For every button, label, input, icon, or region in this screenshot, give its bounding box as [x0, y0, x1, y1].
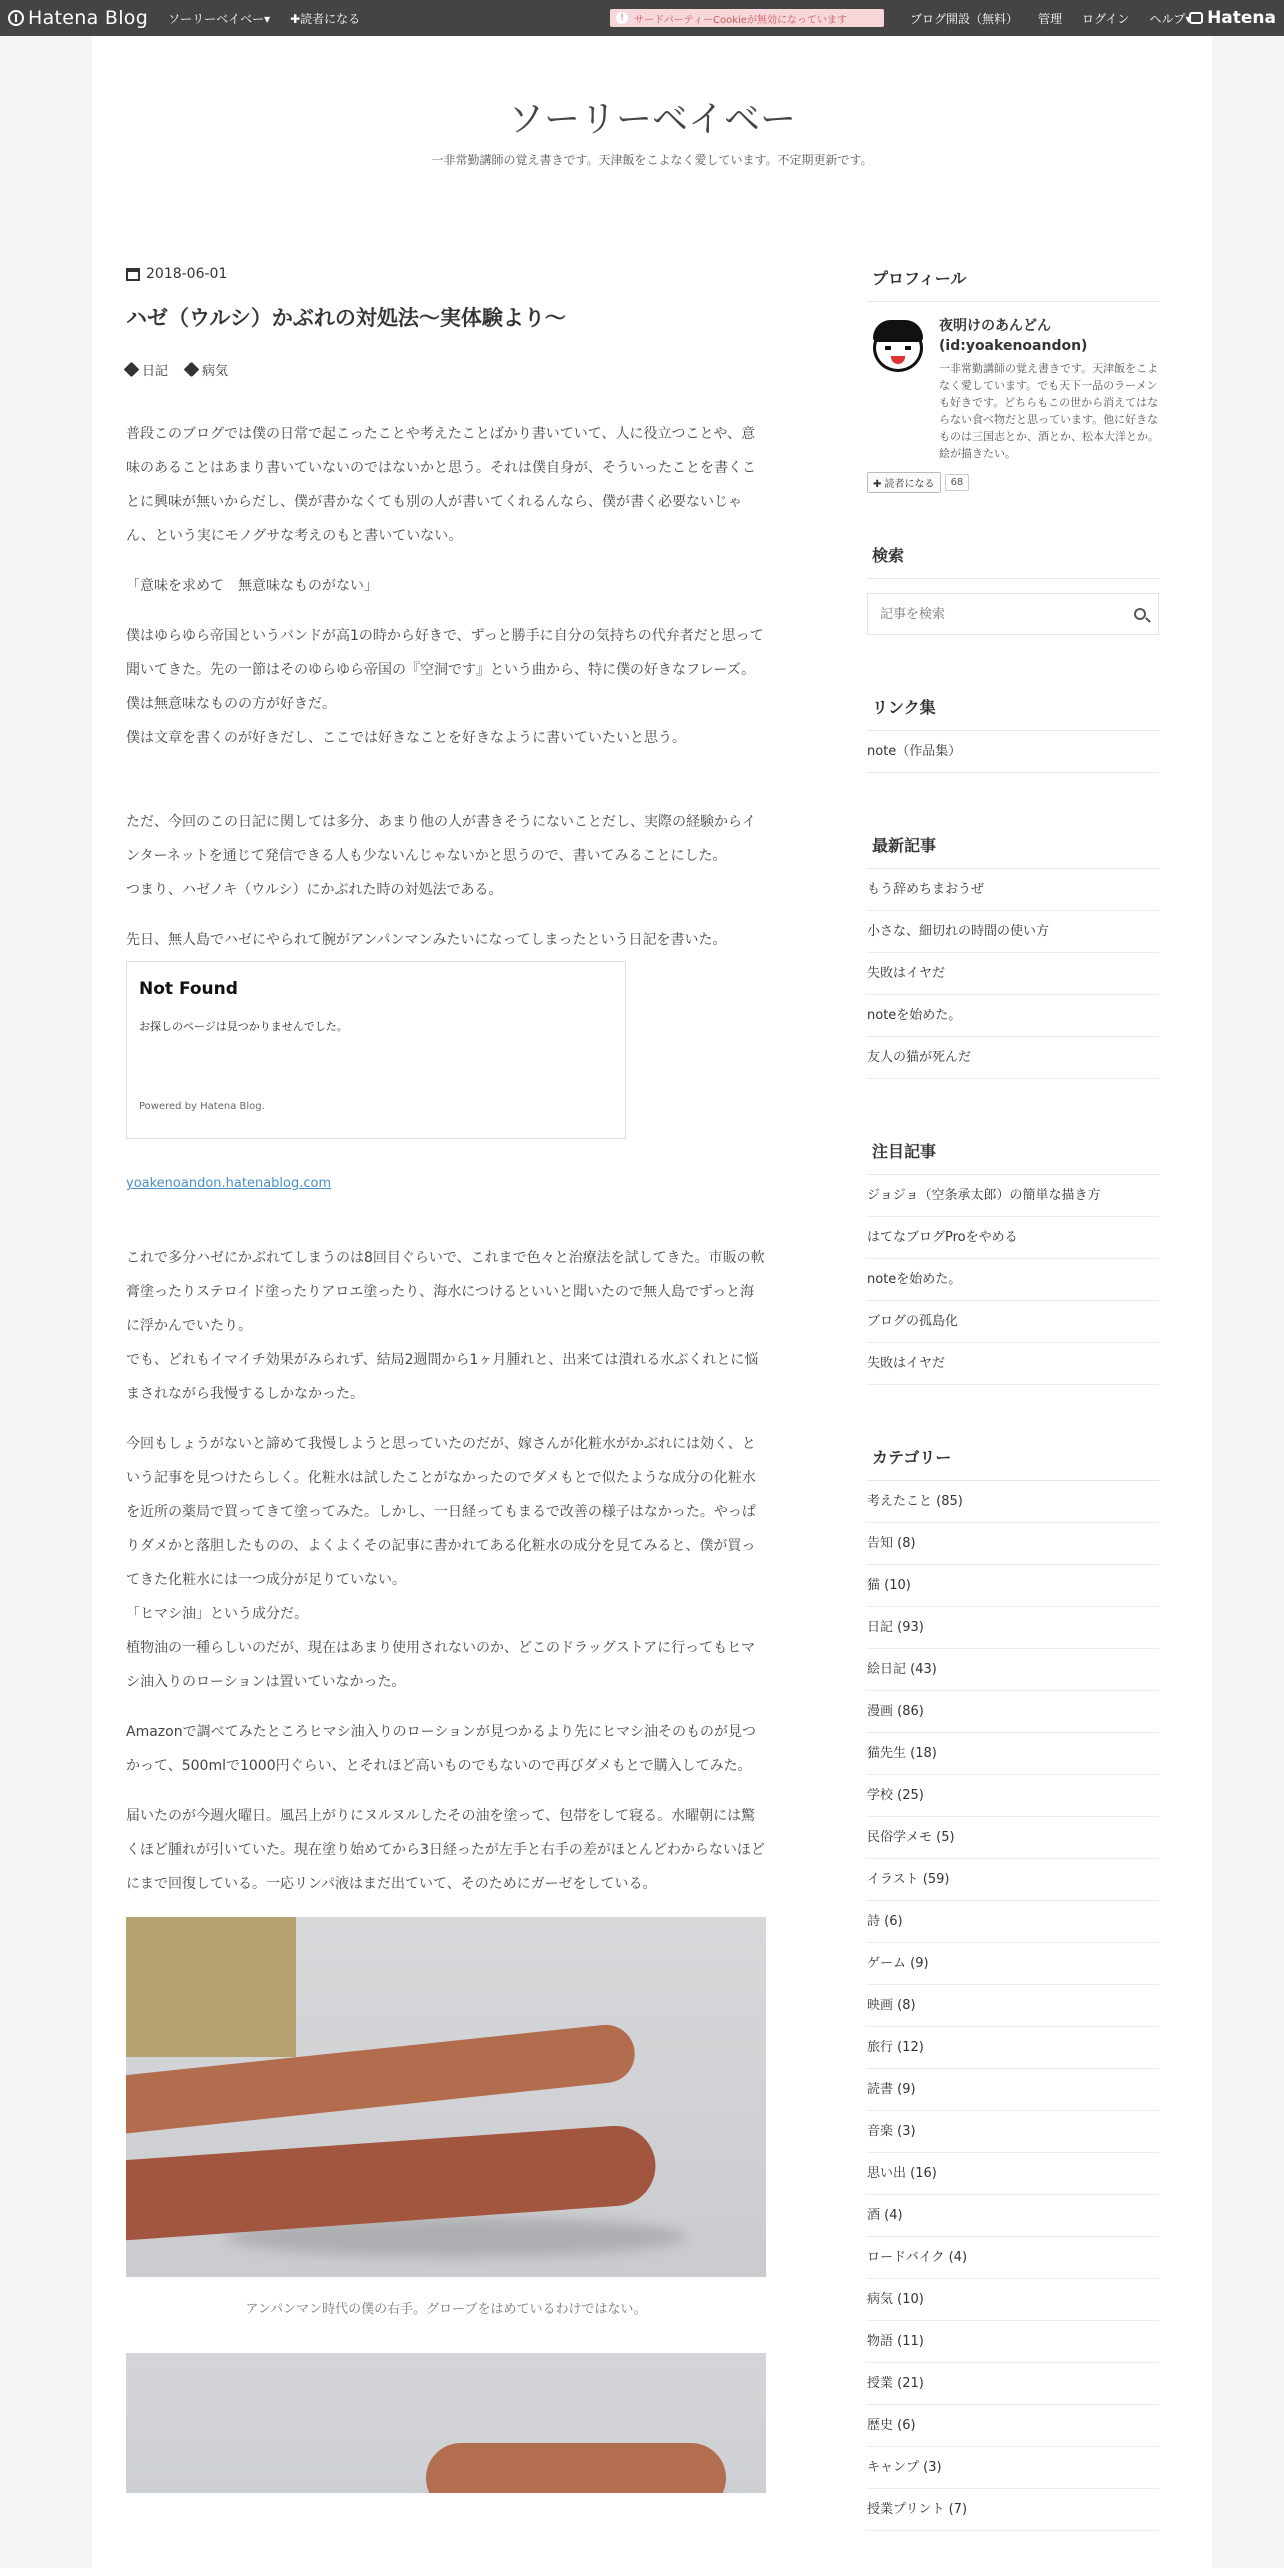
category-item[interactable]: 猫 (10) [867, 1565, 1159, 1607]
links-title: リンク集 [867, 695, 1159, 731]
embed-powered: Powered by Hatena Blog. [139, 1101, 265, 1112]
list-item[interactable]: はてなブログProをやめる [867, 1217, 1159, 1259]
category-list [867, 1481, 1159, 2531]
paragraph: でも、どれもイマイチ効果がみられず、結局2週間から1ヶ月腫れと、出来ては潰れる水ぶくれとに悩まされながら我慢するしかなかった。 [126, 1352, 759, 1402]
paragraph: 「ヒマシ油」という成分だ。 [126, 1606, 308, 1622]
entry-categories [126, 360, 766, 379]
list-item[interactable]: ブログの孤島化 [867, 1301, 1159, 1343]
paragraph: 先日、無人島でハゼにやられて腕がアンパンマンみたいになってしまったという日記を書いた。 [126, 932, 727, 948]
category-item[interactable]: 詩 (6) [867, 1901, 1159, 1943]
entry-title[interactable]: ハゼ（ウルシ）かぶれの対処法～実体験より～ [126, 306, 566, 330]
embed-card[interactable] [126, 961, 626, 1139]
embed-text: お探しのページは見つかりませんでした。 [139, 1020, 348, 1033]
admin-link[interactable]: 管理 [1038, 11, 1063, 26]
category-item[interactable]: キャンプ (3) [867, 2447, 1159, 2489]
list-item[interactable]: 失敗はイヤだ [867, 953, 1159, 995]
category-title: カテゴリー [867, 1445, 1159, 1481]
top-bar [0, 0, 1284, 36]
category-item[interactable]: ロードバイク (4) [867, 2237, 1159, 2279]
category-item[interactable]: 物語 (11) [867, 2321, 1159, 2363]
profile-name[interactable]: 夜明けのあんどん [939, 318, 1051, 334]
category-item[interactable]: 漫画 (86) [867, 1691, 1159, 1733]
category-item[interactable]: 告知 (8) [867, 1523, 1159, 1565]
brand-label: Hatena Blog [28, 7, 149, 29]
category-item[interactable]: 学校 (25) [867, 1775, 1159, 1817]
entry-body [126, 417, 766, 2493]
category-item[interactable]: 音楽 (3) [867, 2111, 1159, 2153]
tag-icon [124, 362, 140, 378]
recent-module [867, 833, 1159, 1079]
paragraph: これで多分ハゼにかぶれてしまうのは8回目ぐらいで、これまで色々と治療法を試してきた。市販の軟膏塗ったりステロイド塗ったりアロエ塗ったり、海水につけるといいと聞いたので無人島でずっと海に浮かんでいたり。 [126, 1250, 765, 1334]
hatena-icon [1189, 12, 1203, 24]
category-item[interactable]: 思い出 (16) [867, 2153, 1159, 2195]
list-item[interactable]: 失敗はイヤだ [867, 1343, 1159, 1385]
spacer [126, 771, 766, 789]
list-item[interactable]: 友人の猫が死んだ [867, 1037, 1159, 1079]
tag-icon [184, 362, 200, 378]
calendar-icon [126, 268, 140, 281]
category-item[interactable]: 絵日記 (43) [867, 1649, 1159, 1691]
nav-left [168, 10, 360, 27]
hatena-blog-icon [8, 10, 24, 26]
blog-menu[interactable]: ソーリーベイベー▾ [168, 11, 271, 26]
subscribe-link[interactable]: ✚読者になる [290, 11, 361, 26]
profile-id[interactable]: (id:yoakenoandon) [939, 338, 1088, 354]
category-item[interactable]: 映画 (8) [867, 1985, 1159, 2027]
category-label: 病気 [202, 364, 229, 379]
search-box [867, 593, 1159, 635]
list-item[interactable]: ジョジョ（空条承太郎）の簡単な描き方 [867, 1175, 1159, 1217]
category-tag[interactable] [126, 360, 168, 379]
links-list [867, 731, 1159, 773]
category-item[interactable]: ゲーム (9) [867, 1943, 1159, 1985]
paragraph: ただ、今回のこの日記に関しては多分、あまり他の人が書きそうにないことだし、実際の経験からインターネットを通じて発信できる人も少ないんじゃないかと思うので、書いてみることにした。 [126, 814, 756, 864]
paragraph: 植物油の一種らしいのだが、現在はあまり使用されないのか、どこのドラッグストアに行ってもヒマシ油入りのローションは置いていなかった。 [126, 1640, 756, 1690]
category-item[interactable]: イラスト (59) [867, 1859, 1159, 1901]
paragraph: 普段このブログでは僕の日常で起こったことや考えたことばかり書いていて、人に役立つことや、意味のあることはあまり書いていないのではないかと思う。それは僕自身が、そういったことを書くことに興味が無いからだし、僕が書かなくても別の人が書いてくれるんなら、僕が書く必要ないじゃん、という実にモノグサな考えのもと書いていない。 [126, 426, 756, 544]
category-label: 日記 [142, 364, 169, 379]
paragraph: つまり、ハゼノキ（ウルシ）にかぶれた時の対処法である。 [126, 882, 503, 898]
reader-count[interactable]: 68 [945, 474, 970, 491]
paragraph: Amazonで調べてみたところヒマシ油入りのローションが見つかるより先にヒマシ油そのものが見つかって、500mlで1000円ぐらい、とそれほど高いものでもないので再びダメもとで購入してみた。 [126, 1724, 757, 1774]
featured-list [867, 1175, 1159, 1385]
category-item[interactable]: 授業 (21) [867, 2363, 1159, 2405]
category-item[interactable]: 授業プリント (7) [867, 2489, 1159, 2531]
profile-module [867, 266, 1159, 493]
photo-caption: アンパンマン時代の僕の右手。グローブをはめているわけではない。 [245, 2302, 647, 2317]
featured-module [867, 1139, 1159, 1385]
search-icon[interactable] [1134, 608, 1146, 620]
photo-box [126, 1917, 296, 2057]
nav-right [910, 0, 1191, 36]
arm-photo-2[interactable] [126, 2353, 766, 2493]
avatar-hair [873, 320, 923, 342]
category-item[interactable]: 歴史 (6) [867, 2405, 1159, 2447]
search-input[interactable] [880, 607, 1100, 622]
category-item[interactable]: 旅行 (12) [867, 2027, 1159, 2069]
hatena-logo[interactable] [1189, 0, 1276, 36]
embed-title: Not Found [139, 979, 238, 999]
entry-date-text: 2018-06-01 [146, 266, 228, 282]
recent-list [867, 869, 1159, 1079]
paragraph: 僕はゆらゆら帝国というバンドが高1の時から好きで、ずっと勝手に自分の気持ちの代弁者だと思って聞いてきた。先の一節はそのゆらゆら帝国の『空洞です』という曲から、特に僕の好きなフレーズ。僕は無意味なものの方が好きだ。 [126, 628, 764, 712]
list-item[interactable]: noteを始めた。 [867, 1259, 1159, 1301]
category-item[interactable]: 病気 (10) [867, 2279, 1159, 2321]
category-item[interactable]: 考えたこと (85) [867, 1481, 1159, 1523]
list-item[interactable]: 小さな、細切れの時間の使い方 [867, 911, 1159, 953]
featured-title: 注目記事 [867, 1139, 1159, 1175]
blog-description: 一非常勤講師の覚え書きです。天津飯をこよなく愛しています。不定期更新です。 [431, 153, 873, 167]
avatar-eyes [885, 346, 911, 350]
hatena-blog-logo[interactable] [8, 7, 148, 29]
profile-info [939, 316, 1159, 462]
blog-link[interactable]: yoakenoandon.hatenablog.com [126, 1176, 332, 1191]
category-item[interactable]: 酒 (4) [867, 2195, 1159, 2237]
entry-date[interactable] [126, 266, 766, 282]
paragraph: 僕は文章を書くのが好きだし、ここでは好きなことを好きなように書いていたいと思う。 [126, 730, 686, 746]
reader-row [867, 472, 1159, 493]
profile [867, 316, 1159, 462]
list-item[interactable]: note（作品集） [867, 731, 1159, 773]
arm-photo[interactable] [126, 1917, 766, 2277]
paragraph: 「意味を求めて 無意味なものがない」 [126, 578, 378, 594]
page-container [92, 36, 1212, 2568]
category-tag[interactable] [186, 360, 228, 379]
photo2-arm [426, 2443, 726, 2493]
paragraph: 届いたのが今週火曜日。風呂上がりにヌルヌルしたその油を塗って、包帯をして寝る。水曜朝には驚くほど腫れが引いていた。現在塗り始めてから3日経ったが左手と右手の差がほとんどわからないほどにまで回復している。一応リンパ液はまだ出ていて、そのためにガーゼをしている。 [126, 1808, 765, 1892]
cookie-notice[interactable] [610, 9, 884, 27]
paragraph: 今回もしょうがないと諦めて我慢しようと思っていたのだが、嫁さんが化粧水がかぶれには効く、という記事を見つけたらしく。化粧水は試したことがなかったのでダメもとで似たような成分の化粧水を近所の薬局で買ってきて塗ってみた。しかし、一日経ってもまるで改善の様子はなかった。やっぱりダメかと落胆したものの、よくよくその記事に書かれてある化粧水の成分を見てみると、僕が買ってきた化粧水には一つ成分が足りていない。 [126, 1436, 756, 1588]
category-item[interactable]: 日記 (93) [867, 1607, 1159, 1649]
category-module [867, 1445, 1159, 2531]
recent-title: 最新記事 [867, 833, 1159, 869]
cookie-notice-text: サードパーティーCookieが無効になっています [634, 14, 847, 26]
list-item[interactable]: もう辞めちまおうぜ [867, 869, 1159, 911]
sidebar [867, 266, 1159, 2531]
avatar[interactable] [867, 316, 927, 376]
subscribe-button[interactable]: ✚ 読者になる [867, 472, 941, 493]
category-item[interactable]: 読書 (9) [867, 2069, 1159, 2111]
category-item[interactable]: 民俗学メモ (5) [867, 1817, 1159, 1859]
warning-icon: ! [616, 12, 628, 24]
search-title: 検索 [867, 543, 1159, 579]
help-menu[interactable]: ヘルプ▾ [1149, 11, 1192, 26]
links-module [867, 695, 1159, 773]
article [126, 266, 766, 2493]
profile-title: プロフィール [867, 266, 1159, 302]
profile-description: 一非常勤講師の覚え書きです。天津飯をこよなく愛しています。でも天下一品のラーメンも好きです。どちらもこの世から消えてはならない食べ物だと思っています。他に好きなものは三国志とか、酒とか、松本大洋とか。絵が描きたい。 [939, 362, 1159, 460]
start-blog-link[interactable]: ブログ開設（無料） [910, 11, 1019, 26]
blog-title[interactable]: ソーリーベイベー [507, 99, 796, 140]
category-item[interactable]: 猫先生 (18) [867, 1733, 1159, 1775]
search-module [867, 543, 1159, 635]
hatena-label: Hatena [1207, 8, 1276, 28]
login-link[interactable]: ログイン [1082, 11, 1130, 26]
list-item[interactable]: noteを始めた。 [867, 995, 1159, 1037]
